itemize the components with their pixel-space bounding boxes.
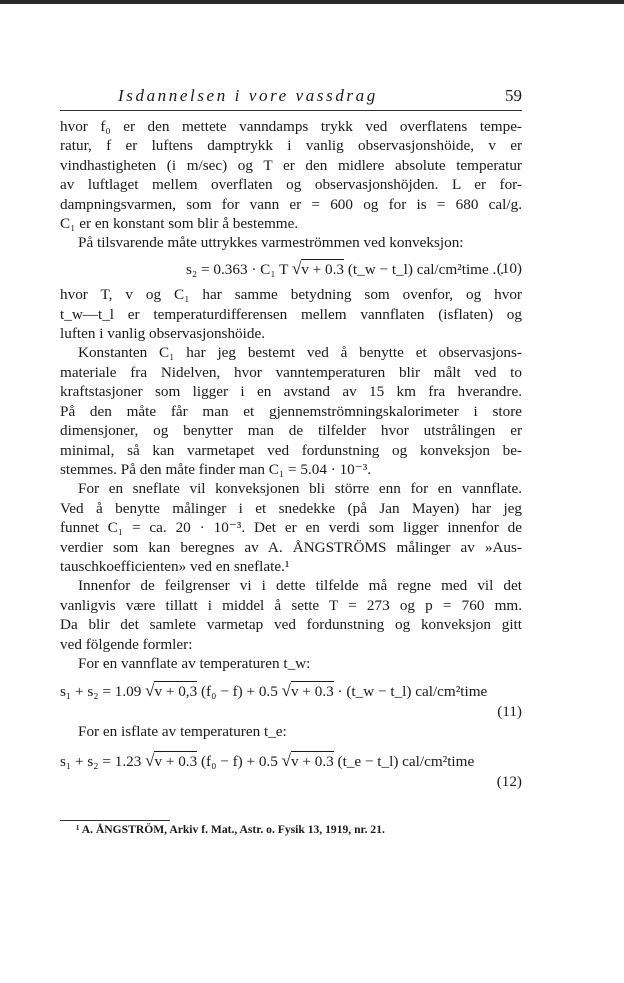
- formula-11-root-2: v + 0.3: [290, 683, 334, 701]
- text-line: stemmes. På den måte finder man C₁ = 5.04 · 10⁻³.: [60, 460, 372, 478]
- text-line: ratur, f er luftens damptrykk i vanlig observasjonshöide, v er: [60, 137, 522, 155]
- formula-12-root-1: v + 0.3: [154, 753, 198, 771]
- text-line: ved fölgende formler:: [60, 635, 193, 653]
- page-number: 59: [505, 86, 522, 105]
- equation-number-12: (12): [496, 772, 522, 790]
- text-line: For en vannflate av temperaturen t_w:: [78, 654, 311, 672]
- text-line: hvor T, v og C₁ har samme betydning som ovenfor, og hvor: [60, 286, 522, 304]
- text-line: C₁ er en konstant som blir å bestemme.: [60, 215, 299, 233]
- text-line: For en isflate av temperaturen t_e:: [78, 722, 287, 740]
- formula-12-post: (t_e − t_l) cal/cm²time: [333, 753, 475, 771]
- formula-12-pre: s₁ + s₂ = 1.23: [60, 753, 146, 771]
- equation-number-10: (10): [496, 259, 522, 277]
- text-line: Innenfor de feilgrenser vi i dette tilfelde må regne med vil det: [78, 577, 522, 595]
- sqrt-sign: √: [281, 751, 291, 771]
- footnote-rule: [60, 820, 170, 821]
- running-header: [60, 86, 522, 110]
- formula-12: [60, 751, 522, 771]
- text-line: Konstanten C₁ har jeg bestemt ved å benytte et observasjons-: [78, 344, 522, 362]
- sqrt-sign: √: [145, 681, 155, 701]
- text-line: vindhastigheten (i m/sec) og T er den midlere absolute temperatur: [60, 156, 522, 174]
- footnote: ¹ A. ÅNGSTRÖM, Arkiv f. Mat., Astr. o. Fysik 13, 1919, nr. 21.: [76, 823, 385, 836]
- formula-10-pre: s₂ = 0.363 · C₁ T: [186, 260, 292, 278]
- text-line: t_w—t_l er temperaturdifferensen mellem vannflaten (isflaten) og: [60, 305, 522, 323]
- text-line: hvor f₀ er den mettete vanndamps trykk ved overflatens tempe-: [60, 118, 522, 135]
- formula-11-pre: s₁ + s₂ = 1.09: [60, 683, 146, 701]
- header-rule: [60, 110, 522, 111]
- text-line: minimal, så kan varmetapet ved fordunstning og konveksjon be-: [60, 441, 522, 459]
- text-line: materiale fra Nidelven, hvor vanntemperaturen blir målt ved to: [60, 363, 522, 381]
- text-line: vanligvis være tillatt i middel å sette T = 273 og p = 760 mm.: [60, 596, 522, 614]
- paragraph-3: [60, 285, 522, 343]
- formula-10: [60, 259, 522, 279]
- formula-10-post: (t_w − t_l) cal/cm²time . .: [344, 260, 504, 278]
- paragraph-4: [60, 343, 522, 479]
- sqrt-sign: √: [281, 681, 291, 701]
- paragraph-7: [60, 654, 522, 673]
- formula-12-root-2: v + 0.3: [290, 753, 334, 771]
- text-line: Da blir det samlete varmetap ved fordunstning og konveksjon gitt: [60, 616, 522, 634]
- formula-12-mid: (f₀ − f) + 0.5: [197, 753, 282, 771]
- equation-number-11: (11): [497, 702, 522, 720]
- paragraph-2: [60, 233, 522, 252]
- sqrt-sign: √: [291, 258, 302, 278]
- text-line: av luftlaget mellem overflaten og observasjonshöjden. L er for-: [60, 176, 522, 194]
- paragraph-6: [60, 576, 522, 654]
- text-line: dimensjoner, og benytter man de tilfelder hvor utstrålingen er: [60, 422, 522, 440]
- paragraph-8: [60, 722, 522, 741]
- formula-11-root-1: v + 0,3: [154, 683, 198, 701]
- formula-11-mid: (f₀ − f) + 0.5: [197, 683, 282, 701]
- running-title: Isdannelsen i vore vassdrag: [118, 86, 378, 105]
- text-line: kraftstasjoner som ligger i en avstand av 15 km fra hverandre.: [60, 383, 522, 401]
- text-line: For en sneflate vil konveksjonen bli större enn for en vannflate.: [78, 480, 522, 498]
- sqrt-sign: √: [145, 751, 155, 771]
- text-line: dampningsvarmen, som for vann er = 600 og for is = 680 cal/g.: [60, 195, 522, 213]
- formula-11: [60, 681, 522, 701]
- text-line: funnet C₁ = ca. 20 · 10⁻³. Det er en verdi som ligger innenfor de: [60, 519, 522, 537]
- text-line: tauschkoefficienten» ved en sneflate.¹: [60, 557, 290, 575]
- paragraph-5: [60, 479, 522, 576]
- text-line: På den måte får man et gjennemströmningskalorimeter i store: [60, 402, 522, 420]
- text-line: luften i vanlig observasjonshöide.: [60, 325, 265, 343]
- formula-11-number-row: [60, 702, 522, 722]
- top-border-rule: [0, 0, 624, 4]
- formula-11-post: · (t_w − t_l) cal/cm²time: [333, 683, 488, 701]
- text-line: Ved å benytte målinger i et snedekke (på Jan Mayen) har jeg: [60, 499, 522, 517]
- text-line: verdier som kan beregnes av A. ÅNGSTRÖMS målinger av »Aus-: [60, 538, 522, 556]
- paragraph-1: [60, 117, 522, 233]
- page-body: [60, 117, 522, 792]
- text-line: På tilsvarende måte uttrykkes varmeströmmen ved konveksjon:: [78, 234, 464, 252]
- formula-12-number-row: [60, 772, 522, 792]
- formula-10-root: v + 0.3: [301, 260, 345, 278]
